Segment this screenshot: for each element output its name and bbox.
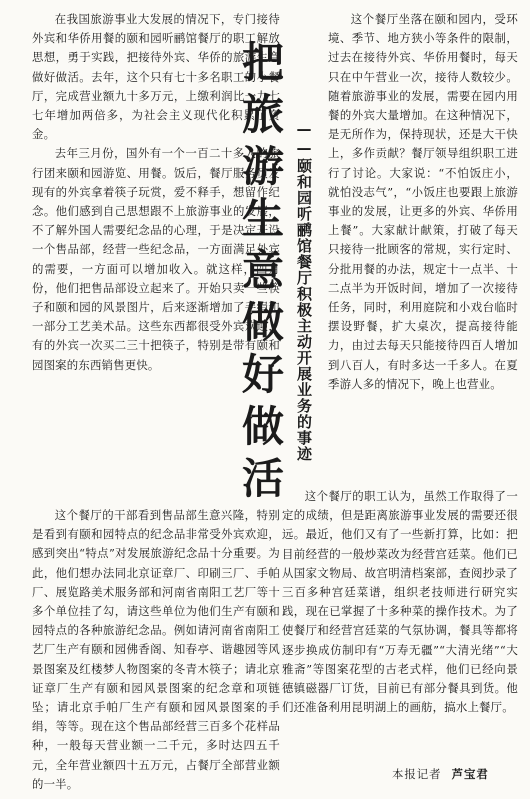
subheadline: ——颐和园听鹂馆餐厅积极主动开展业务的事迹 bbox=[295, 120, 313, 462]
paragraph: 这个餐厅坐落在颐和园内，受环境、季节、地方狭小等条件的限制，过去在接待外宾、华侨用餐时，每天只在中午营业一次，接待人数较少。随着旅游事业的发展，需要在园内用餐的外宾大量增加。在这种情况下，是无所作为，保持现状，还是大干快上，多作贡献？餐厅领导组织职工进行了讨论。大家说：“不怕饭庄小，就怕没志气”，“小饭庄也要跟上旅游事业的发展，让更多的外宾、华侨用上餐”。大家献计献策，打破了每天只接待一批顾客的常规，实行定时、分批用餐的办法，规定十一点半、十二点半为开饭时间，增加了一次接待任务，同时，利用庭院和小戏台临时摆设野餐，扩大桌次，提高接待能力，由过去每天只能接待四百人增加到八百人，有时多达一千多人。在夏季游人多的情况下，晚上也营业。 bbox=[328, 12, 518, 391]
paragraph: 在我国旅游事业大发展的情况下，专门接待外宾和华侨用餐的颐和园听鹂馆餐厅的职工解放思想，勇于实践，把接待外宾、华侨的旅游生意做好做活。去年，这个只有七十多名职工的小餐厅，完成营业额九十多万元，上缴利润比一九七七年增加两倍多，为社会主义现代化积累了资金。 bbox=[32, 12, 280, 142]
column-right-bottom bbox=[282, 487, 518, 717]
byline-prefix: 本报记者 bbox=[392, 767, 442, 781]
column-right-top bbox=[328, 10, 518, 394]
byline bbox=[392, 766, 489, 782]
paragraph: 这个餐厅的职工认为，虽然工作取得了一定的成绩，但是距离旅游事业发展的需要还很远。最近，他们又有了一些新打算，比如：把目前经营的一般炒菜改为经营宫廷菜。他们已从国家文物局、故宫明清档案部，查阅抄录了三百多种宫廷菜谱，组织老技师进行研究实践，现在已掌握了十多种菜的操作技术。为了使餐厅和经营宫廷菜的气氛协调，餐具等都将逐步换成仿制印有“万寿无疆”“大清光绪”“大雅斋”等图案花型的古老式样，他们已经向景德镇磁器厂订货，目前已有部分餐具到货。他们还准备利用昆明湖上的画舫，搞水上餐厅。 bbox=[282, 489, 518, 715]
byline-author: 芦宝君 bbox=[451, 767, 489, 781]
headline: 把旅游生意做好做活 bbox=[236, 40, 285, 508]
column-left-bottom bbox=[32, 506, 280, 794]
column-left-top bbox=[32, 10, 280, 375]
paragraph: 这个餐厅的干部看到售品部生意兴隆，特别是看到有颐和园特点的纪念品非常受外宾欢迎，感到突出“特点”对发展旅游纪念品十分重要。为此，他们想办法同北京证章厂、印刷三厂、手帕厂、展览路美术服务部和河南省南阳工艺厂等十多个单位挂了勾，请这些单位为他们生产有颐和园特点的各种旅游纪念品。例如请河南省南阳工艺厂生产有颐和园佛香阁、知春亭、谐趣园等风景图案及红楼梦人物图案的冬青木筷子；请北京证章厂生产有颐和园风景图案的纪念章和项链坠；请北京手帕厂生产有颐和园风景图案的手绢，等等。现在这个售品部经营三百多个花样品种，一般每天营业额一二千元，多时达四五千元，全年营业额四十五万元，占餐厅全部营业额的一半。 bbox=[32, 508, 280, 791]
paragraph: 去年三月份，国外有一个一百二十多人的旅行团来颐和园游览、用餐。饭后，餐厅服务员发现有的外宾拿着筷子玩赏，爱不释手，想留作纪念。他们感到自己思想跟不上旅游事业的发展，不了解外国人需要纪念品的心理，于是决定开设一个售品部，经营一些纪念品，一方面满足外宾的需要，一方面可以增加收入。就这样，四月份，他们把售品部设立起来了。开始只卖一些筷子和颐和园的风景图片，后来逐渐增加了手绢和一部分工艺美术品。这些东西都很受外宾欢迎，有的外宾一次买二三十把筷子，特别是带有颐和园图案的东西销售更快。 bbox=[32, 146, 280, 372]
